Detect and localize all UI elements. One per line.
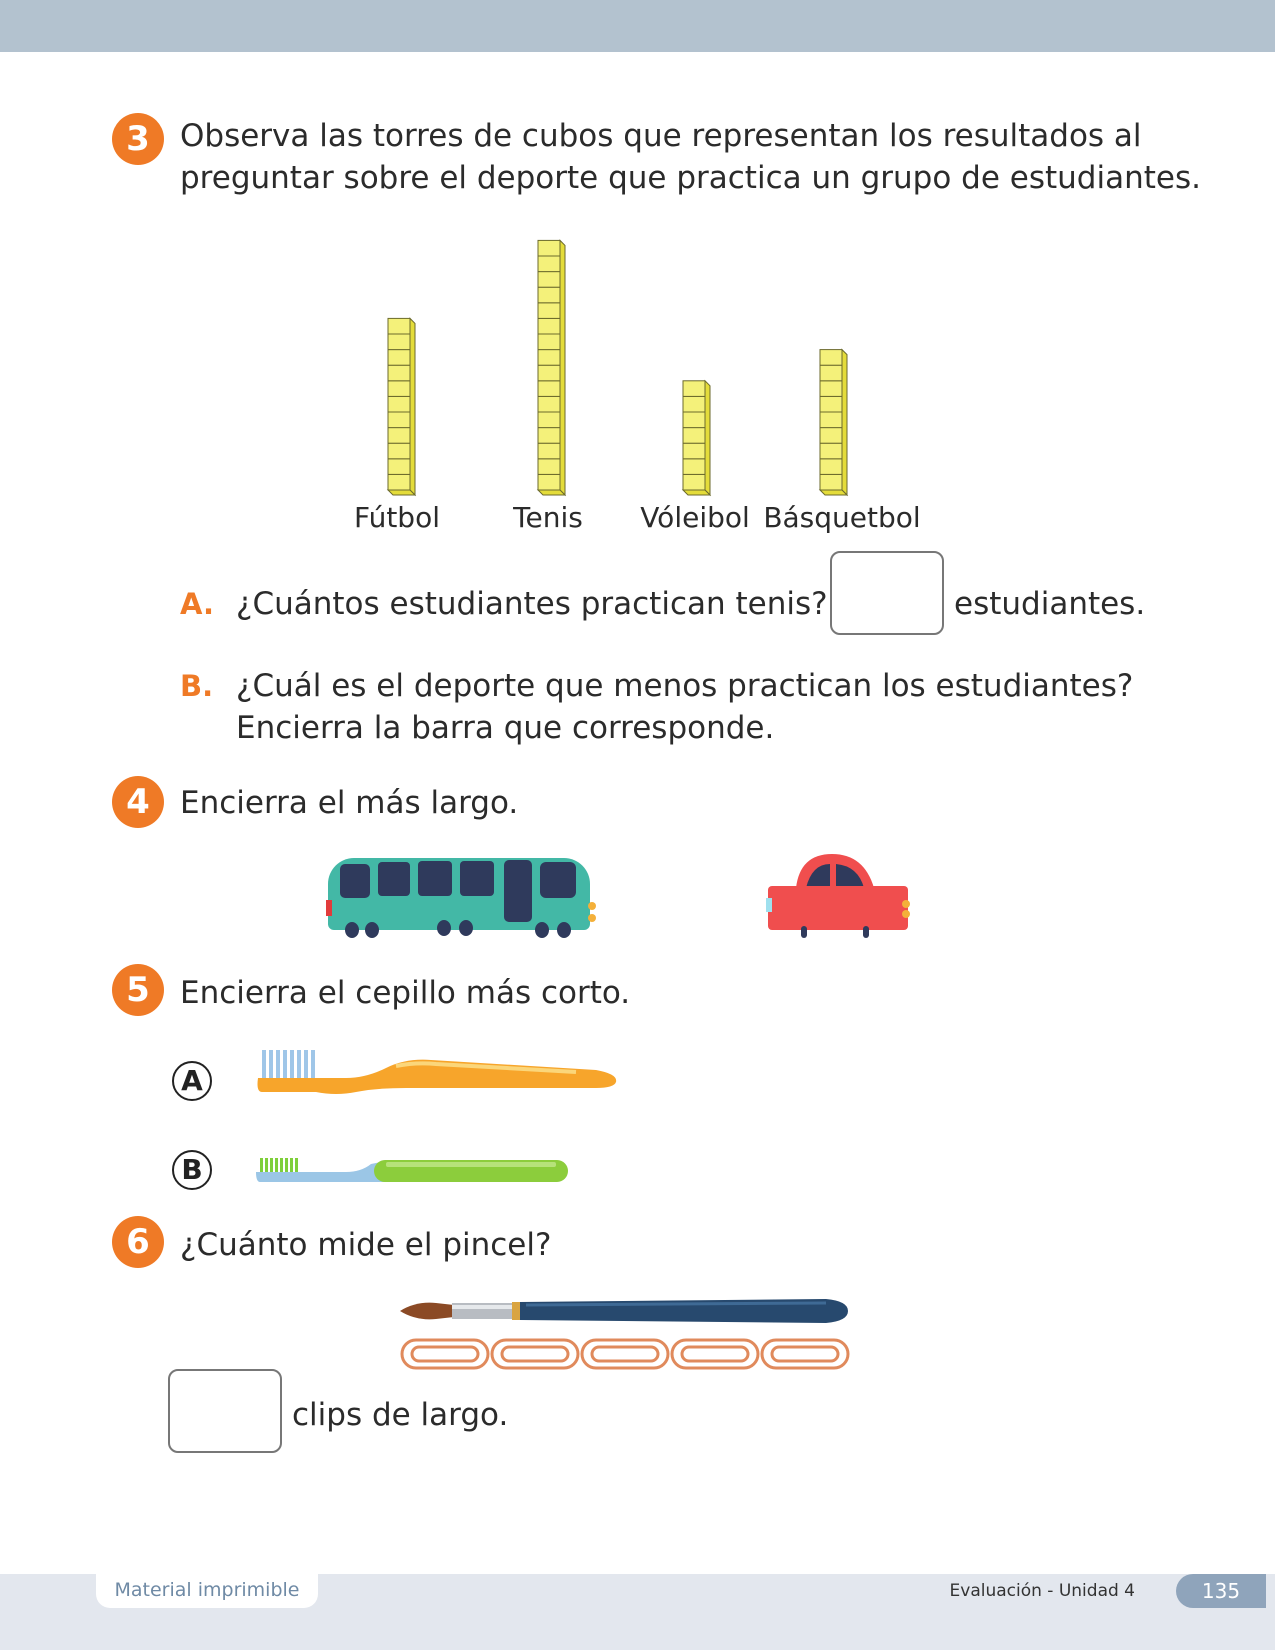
paperclip xyxy=(492,1340,578,1368)
cube xyxy=(538,350,560,366)
cube xyxy=(683,412,705,428)
category-label-basquetbol: Básquetbol xyxy=(763,501,921,534)
cube xyxy=(538,334,560,350)
cube-tower-1[interactable] xyxy=(388,318,415,495)
cube xyxy=(820,381,842,397)
cube xyxy=(538,443,560,459)
cube xyxy=(538,256,560,272)
cube xyxy=(820,412,842,428)
cube xyxy=(388,459,410,475)
question-6-text: ¿Cuánto mide el pincel? xyxy=(180,1227,552,1263)
cube xyxy=(820,459,842,475)
question-3-text-line2: preguntar sobre el deporte que practica un grupo de estudiantes. xyxy=(180,160,1201,196)
paintbrush-answer-box[interactable] xyxy=(168,1369,282,1453)
paperclip-chain xyxy=(398,1336,858,1376)
cube xyxy=(388,350,410,366)
cube xyxy=(538,240,560,256)
paperclip xyxy=(402,1340,488,1368)
paperclip xyxy=(762,1340,848,1368)
cube xyxy=(538,459,560,475)
bus-image[interactable] xyxy=(326,850,606,940)
option-a-marker: A xyxy=(172,1061,212,1101)
cube xyxy=(820,396,842,412)
paperclip xyxy=(582,1340,668,1368)
cube xyxy=(820,474,842,490)
cube xyxy=(683,443,705,459)
question-3-badge: 3 xyxy=(112,113,164,165)
category-label-voleibol: Vóleibol xyxy=(640,501,750,534)
cube xyxy=(683,459,705,475)
subquestion-a-label: A. xyxy=(180,587,214,621)
question-4-text: Encierra el más largo. xyxy=(180,785,519,821)
question-4-badge: 4 xyxy=(112,776,164,828)
cube xyxy=(388,412,410,428)
cube xyxy=(538,396,560,412)
cube-tower-3[interactable] xyxy=(683,381,710,495)
cube xyxy=(538,303,560,319)
cube xyxy=(683,381,705,397)
cube xyxy=(820,350,842,366)
subquestion-a-text: ¿Cuántos estudiantes practican tenis? xyxy=(236,586,828,622)
tenis-answer-box[interactable] xyxy=(830,551,944,635)
cube xyxy=(388,381,410,397)
subquestion-b-label: B. xyxy=(180,669,214,703)
cube xyxy=(538,412,560,428)
option-b-marker: B xyxy=(172,1150,212,1190)
cube xyxy=(388,318,410,334)
material-tab: Material imprimible xyxy=(96,1572,318,1608)
question-6-answer-suffix: clips de largo. xyxy=(292,1397,509,1433)
cube-tower-chart xyxy=(0,0,1275,520)
cube xyxy=(388,365,410,381)
subquestion-b-line2: Encierra la barra que corresponde. xyxy=(236,710,775,746)
cube xyxy=(388,334,410,350)
toothbrush-b-image[interactable] xyxy=(256,1156,576,1190)
category-label-futbol: Fútbol xyxy=(354,501,440,534)
subquestion-b-line1: ¿Cuál es el deporte que menos practican los estudiantes? xyxy=(236,668,1134,704)
question-5-text: Encierra el cepillo más corto. xyxy=(180,975,631,1011)
cube-tower-4[interactable] xyxy=(820,350,847,495)
cube xyxy=(820,365,842,381)
category-label-tenis: Tenis xyxy=(513,501,583,534)
question-5-badge: 5 xyxy=(112,964,164,1016)
question-6-badge: 6 xyxy=(112,1216,164,1268)
page-number: 135 xyxy=(1176,1574,1266,1608)
footer-section: Evaluación - Unidad 4 xyxy=(949,1581,1135,1601)
cube xyxy=(820,443,842,459)
cube xyxy=(683,474,705,490)
cube xyxy=(683,396,705,412)
cube xyxy=(683,428,705,444)
cube xyxy=(538,474,560,490)
paperclip xyxy=(672,1340,758,1368)
car-image[interactable] xyxy=(766,850,916,940)
cube-tower-2[interactable] xyxy=(538,240,565,495)
question-3-text-line1: Observa las torres de cubos que representan los resultados al xyxy=(180,118,1142,154)
cube xyxy=(388,474,410,490)
cube xyxy=(538,381,560,397)
cube xyxy=(388,443,410,459)
toothbrush-a-image[interactable] xyxy=(256,1048,626,1098)
cube xyxy=(820,428,842,444)
subquestion-a-suffix: estudiantes. xyxy=(954,586,1146,622)
cube xyxy=(388,428,410,444)
cube xyxy=(538,272,560,288)
cube xyxy=(538,428,560,444)
cube xyxy=(538,287,560,303)
paintbrush-image xyxy=(396,1297,856,1327)
cube xyxy=(538,318,560,334)
cube xyxy=(388,396,410,412)
cube xyxy=(538,365,560,381)
